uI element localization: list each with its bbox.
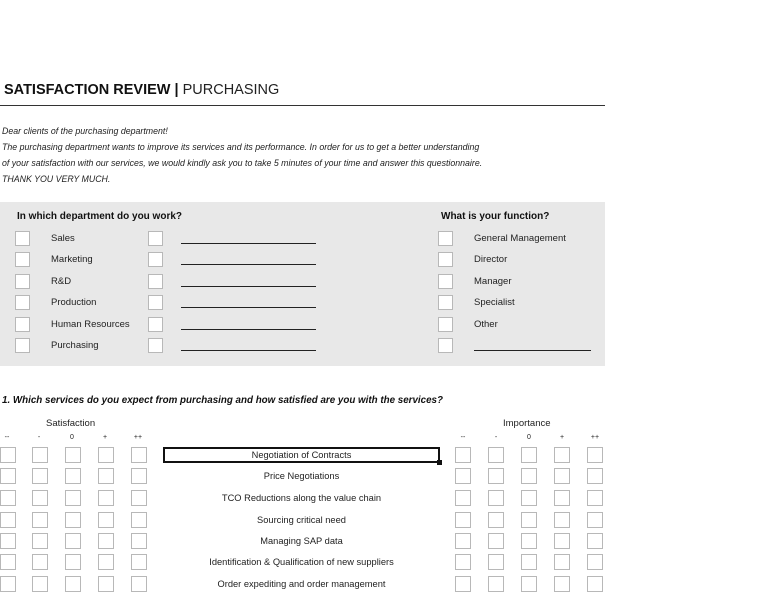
other-department-checkbox[interactable] xyxy=(148,274,163,289)
service-label: Managing SAP data xyxy=(260,536,343,546)
importance-checkbox[interactable] xyxy=(455,533,471,549)
importance-checkbox[interactable] xyxy=(554,490,570,506)
importance-checkbox[interactable] xyxy=(521,468,537,484)
other-department-line[interactable] xyxy=(181,243,316,244)
satisfaction-checkbox[interactable] xyxy=(65,512,81,528)
satisfaction-checkbox[interactable] xyxy=(0,468,16,484)
intro-line-4: THANK YOU VERY MUCH. xyxy=(2,174,111,184)
department-checkbox[interactable] xyxy=(15,317,30,332)
page-title xyxy=(4,82,279,98)
satisfaction-scale-label: ++ xyxy=(133,434,143,441)
department-label: R&D xyxy=(51,276,72,287)
function-checkbox[interactable] xyxy=(438,231,453,246)
importance-scale-label: 0 xyxy=(527,434,531,441)
importance-checkbox[interactable] xyxy=(521,576,537,592)
importance-checkbox[interactable] xyxy=(554,533,570,549)
importance-checkbox[interactable] xyxy=(587,490,603,506)
department-checkbox[interactable] xyxy=(15,295,30,310)
satisfaction-checkbox[interactable] xyxy=(98,554,114,570)
function-label: Director xyxy=(474,254,508,265)
satisfaction-checkbox[interactable] xyxy=(65,554,81,570)
satisfaction-scale-label: -- xyxy=(4,434,10,441)
department-checkbox[interactable] xyxy=(15,231,30,246)
intro-line-3: of your satisfaction with our services, we would kindly ask you to take 5 minutes of your time and answer this questionnaire. xyxy=(2,158,483,168)
importance-checkbox[interactable] xyxy=(455,554,471,570)
other-department-checkbox[interactable] xyxy=(148,317,163,332)
importance-checkbox[interactable] xyxy=(554,512,570,528)
satisfaction-checkbox[interactable] xyxy=(0,490,16,506)
intro-line-1: Dear clients of the purchasing department! xyxy=(2,126,168,136)
importance-checkbox[interactable] xyxy=(587,468,603,484)
importance-checkbox[interactable] xyxy=(554,468,570,484)
function-label: Specialist xyxy=(474,297,515,308)
satisfaction-checkbox[interactable] xyxy=(0,512,16,528)
satisfaction-checkbox[interactable] xyxy=(0,447,16,463)
other-department-line[interactable] xyxy=(181,286,316,287)
satisfaction-checkbox[interactable] xyxy=(131,468,147,484)
service-label-selected[interactable]: Negotiation of Contracts xyxy=(163,447,440,463)
satisfaction-checkbox[interactable] xyxy=(98,576,114,592)
function-checkbox[interactable] xyxy=(438,317,453,332)
importance-checkbox[interactable] xyxy=(587,512,603,528)
importance-scale-label: + xyxy=(559,434,565,441)
satisfaction-scale-label: + xyxy=(102,434,108,441)
importance-checkbox[interactable] xyxy=(488,447,504,463)
satisfaction-checkbox[interactable] xyxy=(32,554,48,570)
other-department-line[interactable] xyxy=(181,264,316,265)
importance-checkbox[interactable] xyxy=(554,447,570,463)
function-checkbox[interactable] xyxy=(438,274,453,289)
satisfaction-checkbox[interactable] xyxy=(131,447,147,463)
satisfaction-checkbox[interactable] xyxy=(98,533,114,549)
other-department-checkbox[interactable] xyxy=(148,231,163,246)
importance-label: Importance xyxy=(503,418,551,429)
function-question: What is your function? xyxy=(441,211,550,222)
satisfaction-checkbox[interactable] xyxy=(131,490,147,506)
department-label: Human Resources xyxy=(51,319,130,330)
function-checkbox[interactable] xyxy=(438,252,453,267)
importance-checkbox[interactable] xyxy=(587,533,603,549)
importance-checkbox[interactable] xyxy=(554,576,570,592)
satisfaction-checkbox[interactable] xyxy=(32,468,48,484)
importance-scale-label: - xyxy=(494,434,498,441)
satisfaction-checkbox[interactable] xyxy=(131,533,147,549)
importance-checkbox[interactable] xyxy=(521,512,537,528)
satisfaction-checkbox[interactable] xyxy=(65,576,81,592)
question-1: 1. Which services do you expect from purchasing and how satisfied are you with the services? xyxy=(2,395,443,406)
function-checkbox[interactable] xyxy=(438,338,453,353)
satisfaction-checkbox[interactable] xyxy=(0,554,16,570)
department-label: Production xyxy=(51,297,97,308)
department-label: Sales xyxy=(51,233,75,244)
importance-checkbox[interactable] xyxy=(488,576,504,592)
satisfaction-checkbox[interactable] xyxy=(65,533,81,549)
satisfaction-scale-label: - xyxy=(37,434,41,441)
satisfaction-checkbox[interactable] xyxy=(32,533,48,549)
other-department-line[interactable] xyxy=(181,307,316,308)
importance-scale-label: ++ xyxy=(590,434,600,441)
importance-checkbox[interactable] xyxy=(521,554,537,570)
department-label: Marketing xyxy=(51,254,93,265)
importance-checkbox[interactable] xyxy=(455,447,471,463)
satisfaction-checkbox[interactable] xyxy=(65,490,81,506)
satisfaction-checkbox[interactable] xyxy=(32,576,48,592)
service-label: Price Negotiations xyxy=(263,471,340,481)
importance-checkbox[interactable] xyxy=(587,576,603,592)
department-label: Purchasing xyxy=(51,340,99,351)
department-checkbox[interactable] xyxy=(15,338,30,353)
satisfaction-label: Satisfaction xyxy=(46,418,96,429)
satisfaction-checkbox[interactable] xyxy=(32,512,48,528)
satisfaction-checkbox[interactable] xyxy=(98,468,114,484)
department-checkbox[interactable] xyxy=(15,252,30,267)
importance-checkbox[interactable] xyxy=(488,554,504,570)
importance-checkbox[interactable] xyxy=(521,533,537,549)
satisfaction-checkbox[interactable] xyxy=(131,554,147,570)
function-checkbox[interactable] xyxy=(438,295,453,310)
satisfaction-checkbox[interactable] xyxy=(32,490,48,506)
department-question: In which department do you work? xyxy=(17,211,183,222)
service-label: TCO Reductions along the value chain xyxy=(221,493,382,503)
title-bold: SATISFACTION REVIEW | xyxy=(4,82,179,98)
other-department-line[interactable] xyxy=(181,329,316,330)
importance-checkbox[interactable] xyxy=(488,512,504,528)
other-department-checkbox[interactable] xyxy=(148,252,163,267)
importance-checkbox[interactable] xyxy=(455,490,471,506)
other-department-checkbox[interactable] xyxy=(148,338,163,353)
importance-checkbox[interactable] xyxy=(488,468,504,484)
importance-checkbox[interactable] xyxy=(455,512,471,528)
satisfaction-checkbox[interactable] xyxy=(98,490,114,506)
satisfaction-scale-label: 0 xyxy=(70,434,74,441)
satisfaction-checkbox[interactable] xyxy=(0,533,16,549)
function-label: Other xyxy=(474,319,498,330)
other-department-checkbox[interactable] xyxy=(148,295,163,310)
importance-checkbox[interactable] xyxy=(488,533,504,549)
function-label: Manager xyxy=(474,276,512,287)
importance-checkbox[interactable] xyxy=(587,554,603,570)
satisfaction-checkbox[interactable] xyxy=(0,576,16,592)
importance-checkbox[interactable] xyxy=(521,490,537,506)
importance-checkbox[interactable] xyxy=(554,554,570,570)
service-label: Sourcing critical need xyxy=(257,515,346,525)
satisfaction-checkbox[interactable] xyxy=(98,447,114,463)
department-checkbox[interactable] xyxy=(15,274,30,289)
service-label: Identification & Qualification of new suppliers xyxy=(209,557,394,567)
satisfaction-checkbox[interactable] xyxy=(98,512,114,528)
importance-checkbox[interactable] xyxy=(587,447,603,463)
importance-scale-label: -- xyxy=(460,434,466,441)
function-label: General Management xyxy=(474,233,566,244)
service-label: Order expediting and order management xyxy=(217,579,386,589)
title-sub: PURCHASING xyxy=(178,82,280,98)
other-department-line[interactable] xyxy=(181,350,316,351)
importance-checkbox[interactable] xyxy=(455,576,471,592)
importance-checkbox[interactable] xyxy=(521,447,537,463)
satisfaction-checkbox[interactable] xyxy=(131,512,147,528)
satisfaction-checkbox[interactable] xyxy=(65,468,81,484)
satisfaction-checkbox[interactable] xyxy=(65,447,81,463)
satisfaction-checkbox[interactable] xyxy=(131,576,147,592)
function-other-line[interactable] xyxy=(474,350,591,351)
importance-checkbox[interactable] xyxy=(488,490,504,506)
title-rule xyxy=(0,105,605,106)
importance-checkbox[interactable] xyxy=(455,468,471,484)
satisfaction-checkbox[interactable] xyxy=(32,447,48,463)
intro-line-2: The purchasing department wants to improve its services and its performance. In order for us to get a better understanding xyxy=(2,142,480,152)
